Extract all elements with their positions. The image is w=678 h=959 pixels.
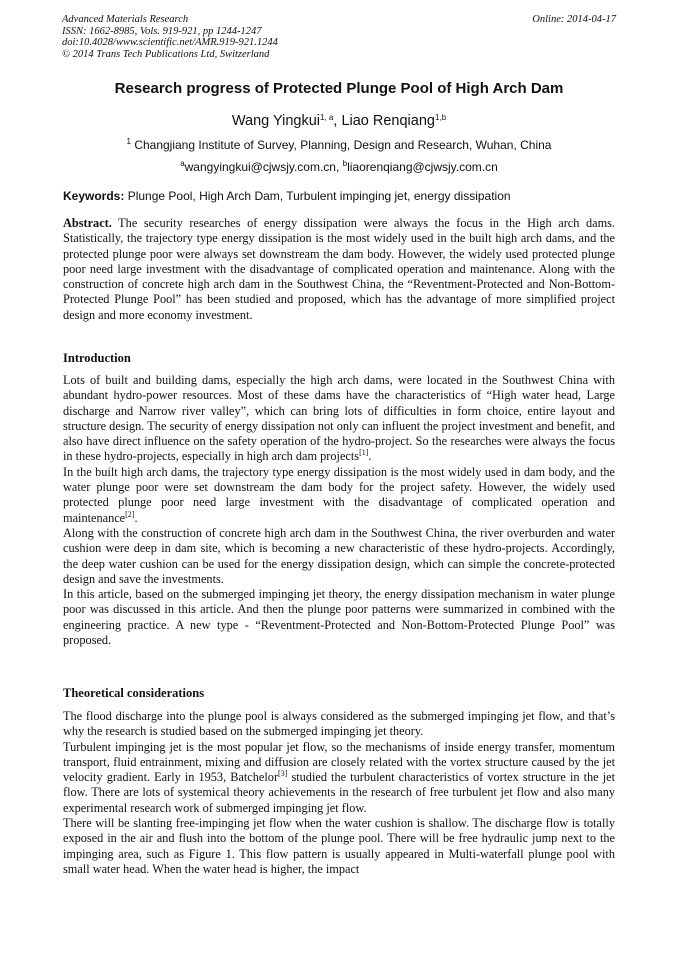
journal-name: Advanced Materials Research — [62, 14, 189, 25]
theory-paragraph-2: Turbulent impinging jet is the most popular jet flow, so the mechanisms of inside energy transfer, momentum transport, fluid entrainment, mixing and diffusion are closely related with the vortex structure caused by the jet velocity gradient. Early in 1953, Batchelor[3] studied the turbulent characteristics of vortex structure in the jet flow. There are lots of systemical theory achievements in the research of free turbulent jet flow and also many experimental research work of submerged impinging jet flow. — [63, 739, 615, 815]
author-separator: , — [333, 113, 342, 129]
author-2: Liao Renqiang — [341, 113, 435, 129]
intro-paragraph-2: In the built high arch dams, the trajectory type energy dissipation is the most widely used in dam body, and the water plunge poor were set downstream the dam body for the project safety. However, the widely used protected plunge poor need large investment with the disadvantage of complicated operation and maintenance[2]. — [63, 464, 615, 525]
introduction-body — [63, 373, 615, 648]
paper-title: Research progress of Protected Plunge Pool of High Arch Dam — [114, 80, 564, 97]
email-a-sup: a — [180, 159, 185, 168]
affiliation-sup: 1 — [126, 137, 131, 146]
theoretical-heading: Theoretical considerations — [63, 686, 205, 700]
abstract-text: The security researches of energy dissipation were always the focus in the High arch dams. Statistically, the trajectory type energy dissipation is the most widely used in the built high arch dams, and the protected plunge poor were always set downstream the dam body. However, the widely used protected plunge poor need large investment with the disadvantage of complicated operation and maintenance. Along with the construction of concrete high arch dam in the Southwest China, the “Reventment-Protected and Non-Bottom-Protected Plunge Pool” has been studied and proposed, which has the advantage of more simplified project design and more economy investment. — [63, 216, 615, 322]
author-1-sup: 1, a — [320, 113, 334, 122]
keywords — [63, 189, 615, 203]
email-b[interactable]: liaorenqiang@cjwsjy.com.cn — [347, 160, 498, 174]
affiliation-text: Changjiang Institute of Survey, Planning, Design and Research, Wuhan, China — [130, 138, 552, 152]
author-1: Wang Yingkui — [231, 113, 321, 129]
email-line — [0, 160, 678, 174]
theory-paragraph-1: The flood discharge into the plunge pool is always considered as the submerged impinging jet flow, and that’s why the research is studied based on the submerged impinging jet theory. — [63, 709, 615, 739]
citation-3[interactable]: [3] — [278, 769, 288, 779]
intro-paragraph-1: Lots of built and building dams, especially the high arch dams, were located in the Southwest China with abundant hydro-power resources. Most of these dams have the characteristics of “High water head, Large discharge and Narrow river valley”, which can bring lots of difficulties in form choice, entire layout and structure design. The security of energy dissipation not only can influent the project investment and benefit, and also have direct influence on the safety operation of the hydro-project. So the researches were always the focus in these hydro-projects, especially in high arch dam projects[1]. — [63, 373, 615, 464]
journal-doi: doi:10.4028/www.scientific.net/AMR.919-921.1244 — [62, 37, 278, 49]
introduction-heading: Introduction — [63, 351, 131, 365]
email-a[interactable]: wangyingkui@cjwsjy.com.cn, — [184, 160, 343, 174]
citation-2[interactable]: [2] — [125, 509, 135, 519]
keywords-text: Plunge Pool, High Arch Dam, Turbulent impinging jet, energy dissipation — [124, 189, 511, 203]
abstract-label: Abstract. — [63, 216, 112, 230]
journal-issn: ISSN: 1662-8985, Vols. 919-921, pp 1244-1247 — [62, 25, 262, 37]
intro-paragraph-4: In this article, based on the submerged impinging jet theory, the energy dissipation mechanism in water plunge poor was discussed in this article. And then the plunge poor patterns were summarized in combined with the engineering practice. A new type - “Reventment-Protected and Non-Bottom-Protected Plunge Pool” was proposed. — [63, 587, 615, 648]
theoretical-body — [63, 709, 615, 877]
email-b-sup: b — [342, 159, 348, 168]
affiliation — [0, 138, 678, 152]
author-line — [0, 113, 678, 129]
citation-1[interactable]: [1] — [359, 448, 369, 458]
abstract — [63, 216, 615, 323]
intro-paragraph-3: Along with the construction of concrete high arch dam in the Southwest China, the river overburden and water cushion were deep in dam site, which is becoming a new characteristic of these hydro-projects. Accordingly, the deep water cushion can be used for the energy dissipation design, which can simple the concrete-protected design and save the investments. — [63, 525, 615, 586]
keywords-label: Keywords: — [63, 189, 125, 203]
online-date: Online: 2014-04-17 — [532, 14, 616, 25]
journal-copyright: © 2014 Trans Tech Publications Ltd, Switzerland — [62, 48, 270, 60]
theory-paragraph-3: There will be slanting free-impinging jet flow when the water cushion is shallow. The discharge flow is totally exposed in the air and flush into the bottom of the plunge pool. There will be free hydraulic jump next to the impinging area, such as Figure 1. This flow pattern is usually appeared in Multi-waterfall plunge pool with small water head. When the water head is higher, the impact — [63, 816, 615, 876]
journal-header — [62, 14, 278, 60]
author-2-sup: 1,b — [434, 113, 447, 122]
